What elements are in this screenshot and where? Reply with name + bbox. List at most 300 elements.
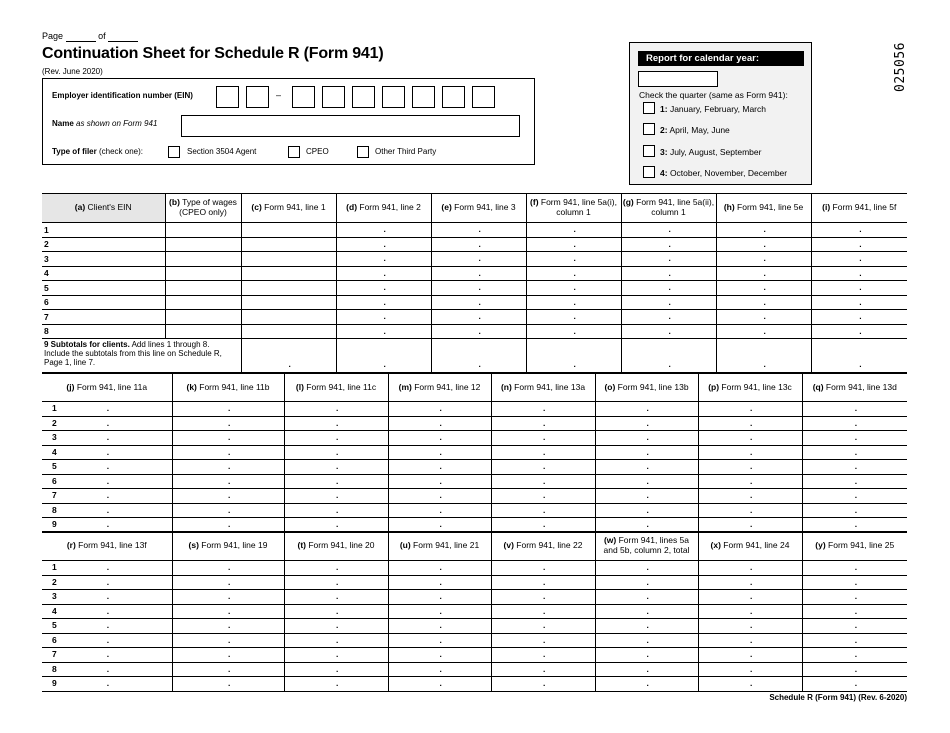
- amount-cell[interactable]: [595, 662, 698, 677]
- column-header: (m) Form 941, line 12: [388, 374, 491, 402]
- amount-cell[interactable]: [491, 619, 595, 634]
- amount-cell[interactable]: [811, 266, 907, 281]
- amount-cell[interactable]: [172, 619, 284, 634]
- amount-cell[interactable]: [716, 223, 811, 238]
- amount-cell[interactable]: [595, 518, 698, 533]
- amount-cell[interactable]: [172, 633, 284, 648]
- decimal-point: .: [668, 267, 671, 278]
- calendar-year-field[interactable]: [638, 71, 718, 87]
- column-header: (n) Form 941, line 13a: [491, 374, 595, 402]
- amount-cell[interactable]: [42, 431, 172, 446]
- amount-cell[interactable]: [595, 619, 698, 634]
- decimal-point: .: [543, 634, 546, 645]
- amount-cell[interactable]: [336, 295, 431, 310]
- amount-cell[interactable]: [802, 575, 907, 590]
- amount-cell[interactable]: [491, 474, 595, 489]
- client-ein-cell[interactable]: [42, 266, 165, 281]
- amount-cell[interactable]: [284, 518, 388, 533]
- amount-cell[interactable]: [621, 339, 716, 373]
- client-ein-cell[interactable]: [42, 252, 165, 267]
- amount-cell[interactable]: [388, 604, 491, 619]
- decimal-point: .: [646, 461, 649, 471]
- amount-cell[interactable]: [42, 402, 172, 417]
- amount-cell[interactable]: [698, 431, 802, 446]
- table-row: [42, 518, 907, 533]
- amount-cell[interactable]: [431, 223, 526, 238]
- amount-cell[interactable]: [595, 474, 698, 489]
- quarter-3-checkbox[interactable]: [643, 145, 655, 157]
- amount-cell[interactable]: [388, 662, 491, 677]
- amount-cell[interactable]: [336, 223, 431, 238]
- amount-cell[interactable]: [716, 295, 811, 310]
- amount-cell[interactable]: [621, 281, 716, 296]
- amount-cell[interactable]: [42, 445, 172, 460]
- column-header: (c) Form 941, line 1: [241, 194, 336, 223]
- decimal-point: .: [646, 678, 649, 688]
- amount-cell[interactable]: [802, 677, 907, 692]
- amount-cell[interactable]: [431, 295, 526, 310]
- decimal-point: .: [228, 663, 231, 674]
- amount-cell[interactable]: [241, 295, 336, 310]
- amount-cell[interactable]: [595, 561, 698, 576]
- page-number-field[interactable]: [66, 31, 96, 42]
- name-field[interactable]: [181, 115, 520, 137]
- amount-cell[interactable]: [621, 252, 716, 267]
- amount-cell[interactable]: [241, 252, 336, 267]
- amount-cell[interactable]: [526, 324, 621, 339]
- amount-cell[interactable]: [42, 474, 172, 489]
- amount-cell[interactable]: [491, 633, 595, 648]
- amount-cell[interactable]: [172, 460, 284, 475]
- amount-cell[interactable]: [284, 561, 388, 576]
- amount-cell[interactable]: [802, 474, 907, 489]
- amount-cell[interactable]: [431, 266, 526, 281]
- client-ein-cell[interactable]: [42, 295, 165, 310]
- amount-cell[interactable]: [491, 561, 595, 576]
- amount-cell[interactable]: [42, 677, 172, 692]
- amount-cell[interactable]: [388, 416, 491, 431]
- amount-cell[interactable]: [491, 648, 595, 663]
- ein-digit-8[interactable]: [442, 86, 465, 108]
- amount-cell[interactable]: [172, 445, 284, 460]
- amount-cell[interactable]: [491, 604, 595, 619]
- amount-cell[interactable]: [172, 402, 284, 417]
- client-table-part-3: [42, 531, 907, 692]
- quarter-1-checkbox[interactable]: [643, 102, 655, 114]
- amount-cell[interactable]: [284, 648, 388, 663]
- decimal-point: .: [763, 253, 766, 263]
- amount-cell[interactable]: [526, 237, 621, 252]
- amount-cell[interactable]: [716, 237, 811, 252]
- amount-cell[interactable]: [42, 633, 172, 648]
- amount-cell[interactable]: [284, 489, 388, 504]
- amount-cell[interactable]: [698, 402, 802, 417]
- amount-cell[interactable]: [172, 575, 284, 590]
- amount-cell[interactable]: [698, 575, 802, 590]
- decimal-point: .: [543, 446, 546, 457]
- table-row: [42, 237, 907, 252]
- amount-cell[interactable]: [811, 295, 907, 310]
- amount-cell[interactable]: [165, 252, 241, 267]
- amount-cell[interactable]: [716, 266, 811, 281]
- amount-cell[interactable]: [621, 310, 716, 325]
- amount-cell[interactable]: [698, 445, 802, 460]
- amount-cell[interactable]: [595, 590, 698, 605]
- amount-cell[interactable]: [336, 310, 431, 325]
- amount-cell[interactable]: [284, 402, 388, 417]
- decimal-point: .: [383, 253, 386, 263]
- page-label: Page: [42, 31, 64, 41]
- amount-cell[interactable]: [802, 402, 907, 417]
- amount-cell[interactable]: [42, 489, 172, 504]
- amount-cell[interactable]: [698, 518, 802, 533]
- amount-cell[interactable]: [698, 619, 802, 634]
- amount-cell[interactable]: [491, 431, 595, 446]
- amount-cell[interactable]: [595, 677, 698, 692]
- ein-digit-3[interactable]: [292, 86, 315, 108]
- amount-cell[interactable]: [698, 489, 802, 504]
- column-header: (i) Form 941, line 5f: [811, 194, 907, 223]
- amount-cell[interactable]: [802, 590, 907, 605]
- column-header: (q) Form 941, line 13d: [802, 374, 907, 402]
- amount-cell[interactable]: [241, 223, 336, 238]
- table-row: [42, 662, 907, 677]
- amount-cell[interactable]: [284, 677, 388, 692]
- amount-cell[interactable]: [621, 324, 716, 339]
- amount-cell[interactable]: [336, 252, 431, 267]
- amount-cell[interactable]: [595, 489, 698, 504]
- amount-cell[interactable]: [698, 561, 802, 576]
- amount-cell[interactable]: [241, 324, 336, 339]
- amount-cell[interactable]: [42, 619, 172, 634]
- amount-cell[interactable]: [172, 518, 284, 533]
- amount-cell[interactable]: [811, 223, 907, 238]
- amount-cell[interactable]: [595, 604, 698, 619]
- amount-cell[interactable]: [698, 677, 802, 692]
- amount-cell[interactable]: [172, 590, 284, 605]
- amount-cell[interactable]: [284, 662, 388, 677]
- amount-cell[interactable]: [388, 619, 491, 634]
- amount-cell[interactable]: [388, 445, 491, 460]
- amount-cell[interactable]: [595, 402, 698, 417]
- amount-cell[interactable]: [42, 518, 172, 533]
- amount-cell[interactable]: [491, 402, 595, 417]
- decimal-point: .: [854, 649, 858, 659]
- amount-cell[interactable]: [698, 460, 802, 475]
- amount-cell[interactable]: [172, 677, 284, 692]
- amount-cell[interactable]: [595, 633, 698, 648]
- column-header: (h) Form 941, line 5e: [716, 194, 811, 223]
- amount-cell[interactable]: [284, 633, 388, 648]
- amount-cell[interactable]: [284, 503, 388, 518]
- amount-cell[interactable]: [42, 460, 172, 475]
- quarter-4-checkbox[interactable]: [643, 166, 655, 178]
- amount-cell[interactable]: [42, 503, 172, 518]
- decimal-point: .: [646, 591, 649, 601]
- amount-cell[interactable]: [595, 460, 698, 475]
- amount-cell[interactable]: [802, 503, 907, 518]
- amount-cell[interactable]: [431, 237, 526, 252]
- amount-cell[interactable]: [621, 266, 716, 281]
- amount-cell[interactable]: [42, 648, 172, 663]
- amount-cell[interactable]: [491, 575, 595, 590]
- amount-cell[interactable]: [388, 503, 491, 518]
- decimal-point: .: [383, 224, 386, 234]
- amount-cell[interactable]: [388, 489, 491, 504]
- amount-cell[interactable]: [172, 604, 284, 619]
- client-ein-cell[interactable]: [42, 237, 165, 252]
- decimal-point: .: [854, 605, 858, 616]
- amount-cell[interactable]: [165, 223, 241, 238]
- decimal-point: .: [439, 562, 442, 572]
- amount-cell[interactable]: [165, 310, 241, 325]
- decimal-point: .: [750, 461, 753, 471]
- amount-cell[interactable]: [165, 295, 241, 310]
- decimal-point: .: [478, 253, 481, 263]
- amount-cell[interactable]: [716, 281, 811, 296]
- client-ein-cell[interactable]: [42, 281, 165, 296]
- amount-cell[interactable]: [802, 619, 907, 634]
- amount-cell[interactable]: [526, 281, 621, 296]
- amount-cell[interactable]: [526, 310, 621, 325]
- ein-digit-2[interactable]: [246, 86, 269, 108]
- amount-cell[interactable]: [595, 416, 698, 431]
- page-total-field[interactable]: [108, 31, 138, 42]
- decimal-point: .: [646, 417, 649, 428]
- amount-cell[interactable]: [491, 416, 595, 431]
- amount-cell[interactable]: [388, 633, 491, 648]
- table-row: [42, 431, 907, 446]
- amount-cell[interactable]: [802, 648, 907, 663]
- client-ein-cell[interactable]: [42, 310, 165, 325]
- quarter-4-label: 4: October, November, December: [660, 168, 788, 178]
- amount-cell[interactable]: [336, 281, 431, 296]
- amount-cell[interactable]: [388, 431, 491, 446]
- quarter-2-checkbox[interactable]: [643, 123, 655, 135]
- client-ein-cell[interactable]: [42, 324, 165, 339]
- amount-cell[interactable]: [802, 633, 907, 648]
- amount-cell[interactable]: [336, 339, 431, 373]
- amount-cell[interactable]: [388, 590, 491, 605]
- amount-cell[interactable]: [388, 474, 491, 489]
- amount-cell[interactable]: [716, 310, 811, 325]
- amount-cell[interactable]: [388, 518, 491, 533]
- amount-cell[interactable]: [526, 339, 621, 373]
- ein-digit-7[interactable]: [412, 86, 435, 108]
- amount-cell[interactable]: [595, 445, 698, 460]
- decimal-point: .: [573, 238, 576, 249]
- amount-cell[interactable]: [165, 281, 241, 296]
- amount-cell[interactable]: [698, 604, 802, 619]
- amount-cell[interactable]: [336, 237, 431, 252]
- amount-cell[interactable]: [698, 590, 802, 605]
- decimal-point: .: [854, 562, 858, 572]
- amount-cell[interactable]: [491, 677, 595, 692]
- decimal-point: .: [573, 311, 576, 321]
- ein-digit-4[interactable]: [322, 86, 345, 108]
- decimal-point: .: [646, 490, 649, 500]
- ein-digit-5[interactable]: [352, 86, 375, 108]
- amount-cell[interactable]: [802, 489, 907, 504]
- table-row: [42, 575, 907, 590]
- amount-cell[interactable]: [526, 266, 621, 281]
- amount-cell[interactable]: [802, 518, 907, 533]
- amount-cell[interactable]: [336, 266, 431, 281]
- decimal-point: .: [478, 224, 481, 234]
- amount-cell[interactable]: [284, 431, 388, 446]
- amount-cell[interactable]: [165, 266, 241, 281]
- amount-cell[interactable]: [595, 503, 698, 518]
- amount-cell[interactable]: [491, 590, 595, 605]
- amount-cell[interactable]: [336, 324, 431, 339]
- decimal-point: .: [543, 678, 546, 688]
- ein-digit-9[interactable]: [472, 86, 495, 108]
- decimal-point: .: [336, 576, 339, 587]
- amount-cell[interactable]: [284, 460, 388, 475]
- amount-cell[interactable]: [811, 339, 907, 373]
- amount-cell[interactable]: [42, 662, 172, 677]
- amount-cell[interactable]: [42, 575, 172, 590]
- amount-cell[interactable]: [802, 604, 907, 619]
- amount-cell[interactable]: [284, 416, 388, 431]
- decimal-point: .: [383, 359, 386, 369]
- amount-cell[interactable]: [241, 266, 336, 281]
- amount-cell[interactable]: [172, 431, 284, 446]
- amount-cell[interactable]: [42, 590, 172, 605]
- decimal-point: .: [763, 359, 766, 369]
- amount-cell[interactable]: [526, 223, 621, 238]
- cpeo-label: CPEO: [306, 147, 329, 156]
- amount-cell[interactable]: [388, 648, 491, 663]
- amount-cell[interactable]: [698, 416, 802, 431]
- amount-cell[interactable]: [698, 474, 802, 489]
- amount-cell[interactable]: [172, 561, 284, 576]
- decimal-point: .: [106, 620, 110, 630]
- amount-cell[interactable]: [802, 460, 907, 475]
- amount-cell[interactable]: [698, 503, 802, 518]
- amount-cell[interactable]: [802, 416, 907, 431]
- amount-cell[interactable]: [811, 281, 907, 296]
- amount-cell[interactable]: [802, 445, 907, 460]
- other-third-party-checkbox[interactable]: [357, 146, 369, 158]
- amount-cell[interactable]: [42, 604, 172, 619]
- amount-cell[interactable]: [595, 575, 698, 590]
- amount-cell[interactable]: [284, 474, 388, 489]
- amount-cell[interactable]: [172, 474, 284, 489]
- amount-cell[interactable]: [284, 575, 388, 590]
- amount-cell[interactable]: [811, 310, 907, 325]
- amount-cell[interactable]: [241, 310, 336, 325]
- amount-cell[interactable]: [165, 237, 241, 252]
- amount-cell[interactable]: [284, 604, 388, 619]
- table-row: [42, 266, 907, 281]
- amount-cell[interactable]: [491, 445, 595, 460]
- amount-cell[interactable]: [172, 489, 284, 504]
- section-3504-agent-checkbox[interactable]: [168, 146, 180, 158]
- ein-digit-1[interactable]: [216, 86, 239, 108]
- table-row: [42, 633, 907, 648]
- amount-cell[interactable]: [42, 561, 172, 576]
- amount-cell[interactable]: [388, 561, 491, 576]
- decimal-point: .: [336, 461, 339, 471]
- column-header: (y) Form 941, line 25: [802, 532, 907, 561]
- amount-cell[interactable]: [42, 416, 172, 431]
- amount-cell[interactable]: [698, 633, 802, 648]
- amount-cell[interactable]: [284, 445, 388, 460]
- amount-cell[interactable]: [431, 252, 526, 267]
- row-number: 1: [52, 403, 57, 413]
- amount-cell[interactable]: [811, 324, 907, 339]
- decimal-point: .: [336, 432, 339, 442]
- column-header: (l) Form 941, line 11c: [284, 374, 388, 402]
- amount-cell[interactable]: [431, 339, 526, 373]
- amount-cell[interactable]: [172, 662, 284, 677]
- decimal-point: .: [106, 461, 110, 471]
- amount-cell[interactable]: [241, 339, 336, 373]
- decimal-point: .: [854, 519, 858, 529]
- amount-cell[interactable]: [526, 295, 621, 310]
- amount-cell[interactable]: [802, 561, 907, 576]
- amount-cell[interactable]: [802, 662, 907, 677]
- amount-cell[interactable]: [241, 281, 336, 296]
- ein-digit-6[interactable]: [382, 86, 405, 108]
- amount-cell[interactable]: [491, 489, 595, 504]
- amount-cell[interactable]: [716, 324, 811, 339]
- amount-cell[interactable]: [716, 339, 811, 373]
- amount-cell[interactable]: [172, 503, 284, 518]
- amount-cell[interactable]: [165, 324, 241, 339]
- amount-cell[interactable]: [388, 460, 491, 475]
- cpeo-checkbox[interactable]: [288, 146, 300, 158]
- amount-cell[interactable]: [595, 648, 698, 663]
- decimal-point: .: [750, 446, 753, 457]
- amount-cell[interactable]: [431, 324, 526, 339]
- amount-cell[interactable]: [811, 252, 907, 267]
- amount-cell[interactable]: [284, 590, 388, 605]
- amount-cell[interactable]: [284, 619, 388, 634]
- amount-cell[interactable]: [172, 648, 284, 663]
- amount-cell[interactable]: [388, 575, 491, 590]
- amount-cell[interactable]: [621, 223, 716, 238]
- amount-cell[interactable]: [431, 310, 526, 325]
- decimal-point: .: [543, 403, 546, 413]
- amount-cell[interactable]: [802, 431, 907, 446]
- amount-cell[interactable]: [698, 662, 802, 677]
- decimal-point: .: [106, 591, 110, 601]
- amount-cell[interactable]: [491, 662, 595, 677]
- amount-cell[interactable]: [491, 460, 595, 475]
- amount-cell[interactable]: [388, 402, 491, 417]
- table-row: [42, 503, 907, 518]
- decimal-point: .: [439, 519, 442, 529]
- amount-cell[interactable]: [431, 281, 526, 296]
- decimal-point: .: [646, 634, 649, 645]
- client-ein-cell[interactable]: [42, 223, 165, 238]
- amount-cell[interactable]: [241, 237, 336, 252]
- amount-cell[interactable]: [716, 252, 811, 267]
- amount-cell[interactable]: [621, 237, 716, 252]
- amount-cell[interactable]: [811, 237, 907, 252]
- amount-cell[interactable]: [595, 431, 698, 446]
- amount-cell[interactable]: [491, 503, 595, 518]
- amount-cell[interactable]: [698, 648, 802, 663]
- amount-cell[interactable]: [621, 295, 716, 310]
- amount-cell[interactable]: [172, 416, 284, 431]
- table-row: [42, 223, 907, 238]
- amount-cell[interactable]: [388, 677, 491, 692]
- amount-cell[interactable]: [526, 252, 621, 267]
- amount-cell[interactable]: [491, 518, 595, 533]
